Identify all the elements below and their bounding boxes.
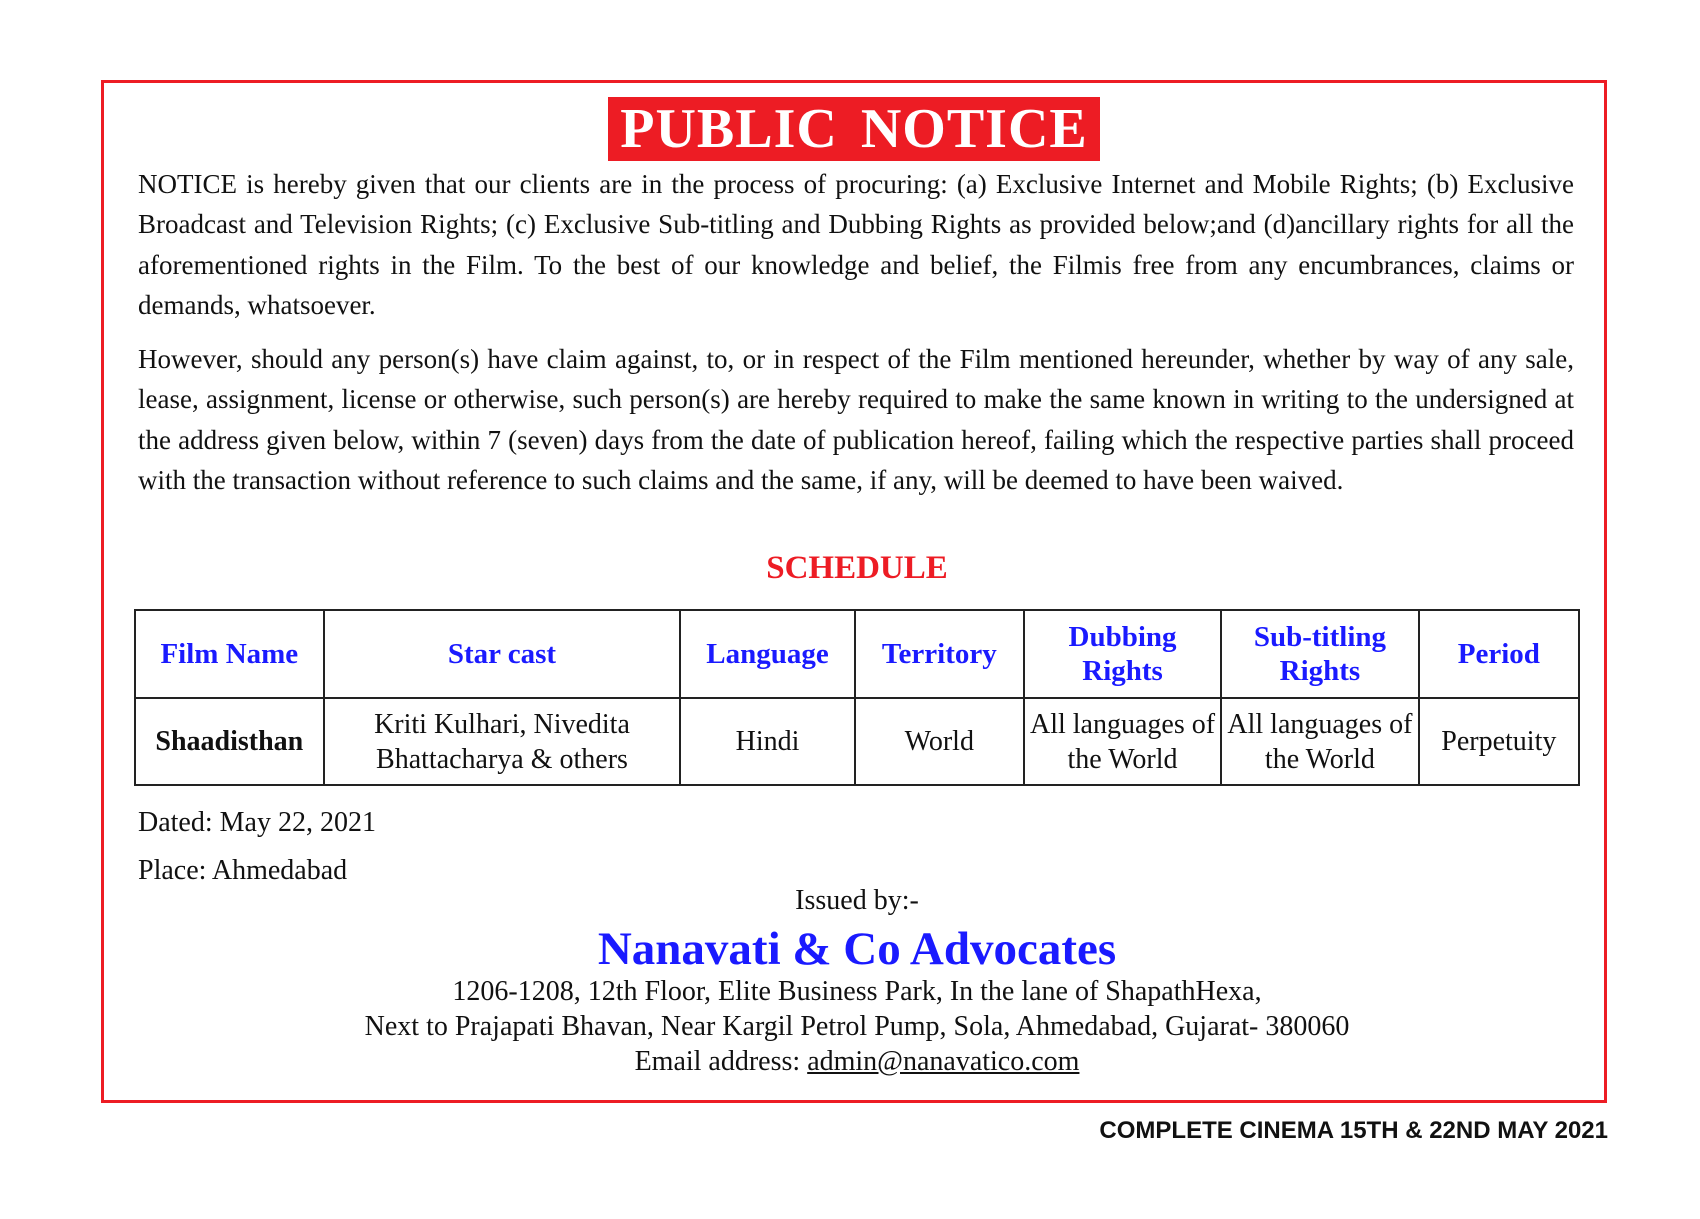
publication-footer: COMPLETE CINEMA 15TH & 22ND MAY 2021 <box>1099 1117 1608 1144</box>
email-line <box>104 1045 1610 1079</box>
schedule-heading: SCHEDULE <box>766 550 948 586</box>
table-header-row <box>135 610 1579 698</box>
notice-frame <box>101 80 1607 1103</box>
cell-film-name: Shaadisthan <box>135 698 324 785</box>
header-language: Language <box>680 610 855 698</box>
header-period: Period <box>1419 610 1579 698</box>
dated-line: Dated: May 22, 2021 <box>138 807 376 838</box>
place-line: Place: Ahmedabad <box>138 855 348 886</box>
header-dubbing-rights: Dubbing Rights <box>1024 610 1221 698</box>
cell-star-cast: Kriti Kulhari, Nivedita Bhattacharya & others <box>324 698 681 785</box>
email-link[interactable]: admin@nanavatico.com <box>807 1046 1080 1077</box>
cell-language: Hindi <box>680 698 855 785</box>
table-row <box>135 698 1579 785</box>
notice-paragraph-2: However, should any person(s) have claim against, to, or in respect of the Film mentioned hereunder, whether by way of any sale, lease, assignment, license or otherwise, such person(s) are hereby required to make the same known in writing to the undersigned at the address given below, within 7 (seven) days from the date of publication hereof, failing which the respective parties shall proceed with the transaction without reference to such claims and the same, if any, will be deemed to have been waived. <box>138 344 1574 495</box>
firm-name: Nanavati & Co Advocates <box>597 923 1117 975</box>
address-line-2: Next to Prajapati Bhavan, Near Kargil Petrol Pump, Sola, Ahmedabad, Gujarat- 380060 <box>364 1011 1350 1042</box>
schedule-table <box>134 609 1580 786</box>
email-label: Email address: <box>634 1046 808 1077</box>
header-star-cast: Star cast <box>324 610 681 698</box>
title-container <box>104 97 1604 161</box>
cell-dubbing-rights: All languages of the World <box>1024 698 1221 785</box>
address-line-1: 1206-1208, 12th Floor, Elite Business Park, In the lane of ShapathHexa, <box>452 976 1262 1007</box>
header-film-name: Film Name <box>135 610 324 698</box>
cell-territory: World <box>855 698 1024 785</box>
issued-by-label: Issued by:- <box>795 885 919 916</box>
cell-subtitling-rights: All languages of the World <box>1221 698 1418 785</box>
header-subtitling-rights: Sub-titling Rights <box>1221 610 1418 698</box>
notice-paragraph-1: NOTICE is hereby given that our clients are in the process of procuring: (a) Exclusive Internet and Mobile Rights; (b) Exclusive Broadcast and Television Rights; (c) Exclusive Sub-titling and Dubbing Rights as provided below;and (d)ancillary rights for all the aforementioned rights in the Film. To the best of our knowledge and belief, the Filmis free from any encumbrances, claims or demands, whatsoever. <box>138 169 1574 320</box>
cell-period: Perpetuity <box>1419 698 1579 785</box>
notice-title: PUBLIC NOTICE <box>608 97 1100 161</box>
header-territory: Territory <box>855 610 1024 698</box>
